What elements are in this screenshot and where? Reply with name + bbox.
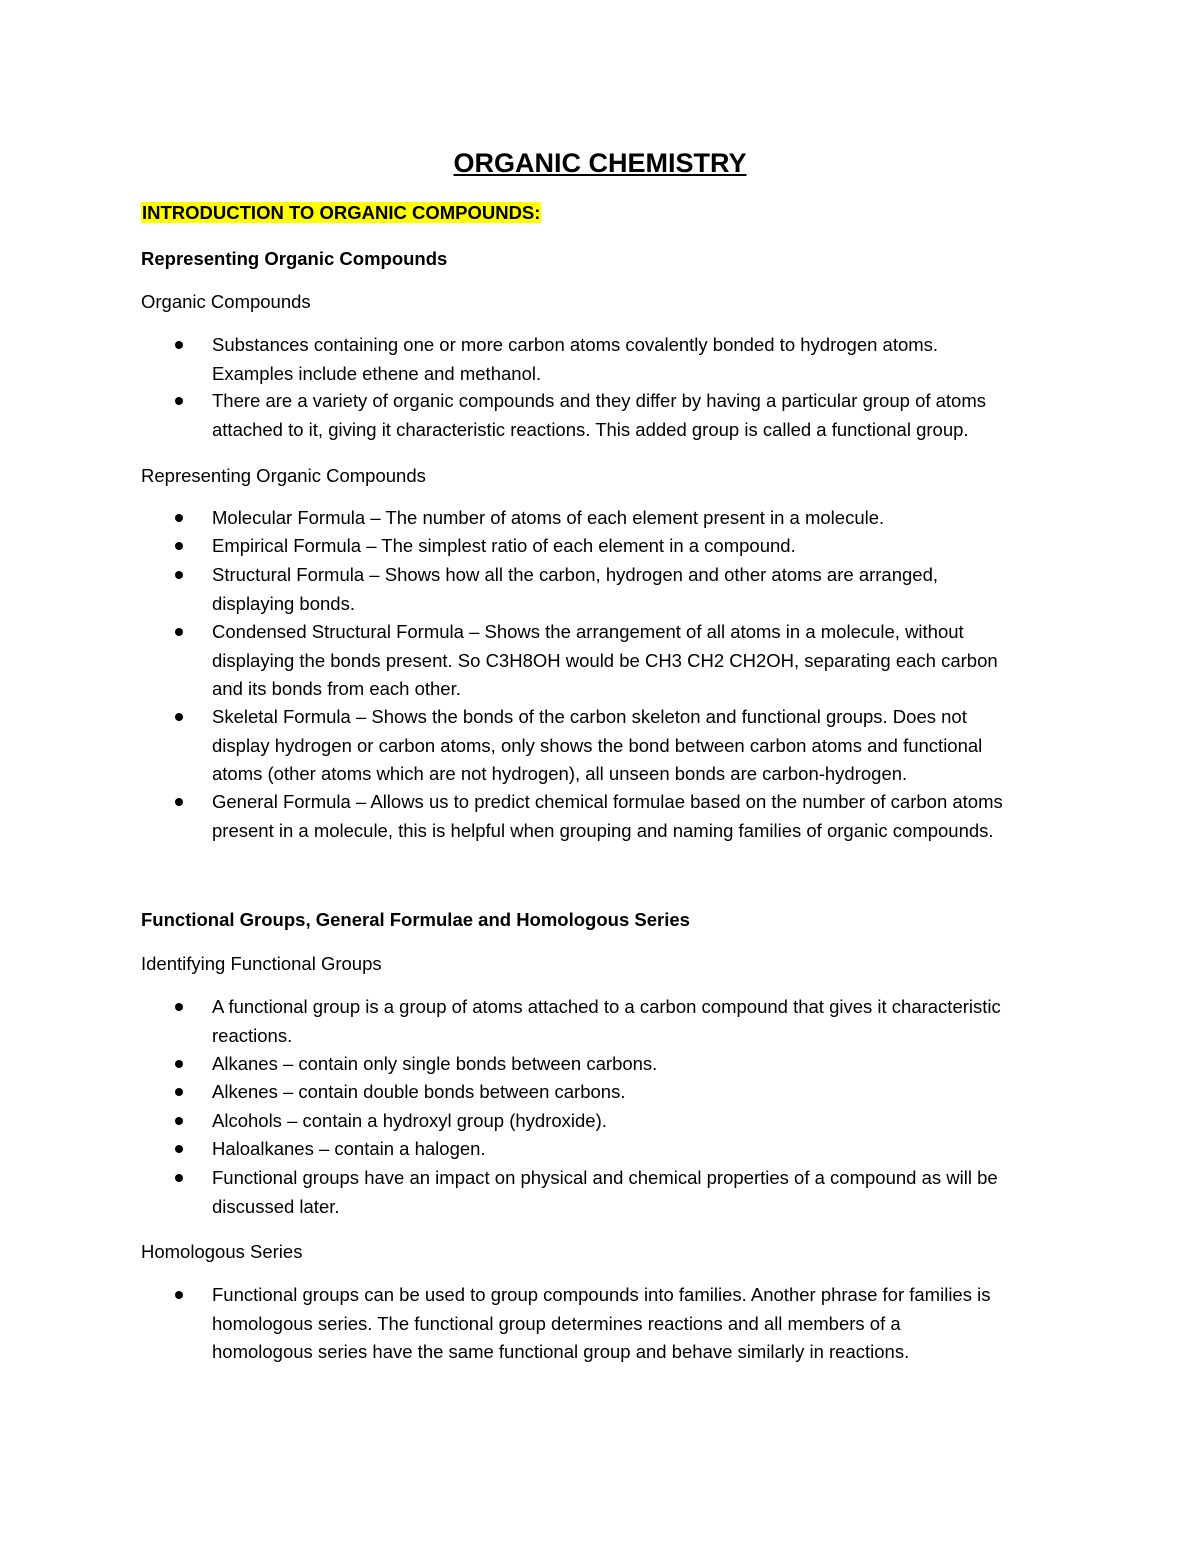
list-item-line: There are a variety of organic compounds and they differ by having a particular group of atoms xyxy=(212,390,987,411)
list-item xyxy=(212,1050,1092,1079)
subsection-heading: Organic Compounds xyxy=(141,291,311,312)
list-item-line: atoms (other atoms which are not hydrogen), all unseen bonds are carbon-hydrogen. xyxy=(212,763,908,784)
subsection-heading: Homologous Series xyxy=(141,1241,303,1262)
list-item xyxy=(212,532,1092,561)
list-item-line: Alcohols – contain a hydroxyl group (hydroxide). xyxy=(212,1110,607,1131)
list-item-line: attached to it, giving it characteristic reactions. This added group is called a functional group. xyxy=(212,418,969,440)
list-item-line: A functional group is a group of atoms attached to a carbon compound that gives it characteristic xyxy=(212,996,1001,1017)
subsection-heading: Identifying Functional Groups xyxy=(141,953,382,974)
list-item-line: Skeletal Formula – Shows the bonds of the carbon skeleton and functional groups. Does not xyxy=(212,706,967,727)
list-item-line: Empirical Formula – The simplest ratio of each element in a compound. xyxy=(212,535,796,556)
bullet-dot xyxy=(175,542,183,550)
list-item xyxy=(212,1281,1092,1367)
list-item-line: Condensed Structural Formula – Shows the arrangement of all atoms in a molecule, without xyxy=(212,621,964,642)
list-item-line: present in a molecule, this is helpful when grouping and naming families of organic compounds. xyxy=(212,819,994,841)
list-item xyxy=(212,1164,1092,1221)
list-item-line: Examples include ethene and methanol. xyxy=(212,362,542,384)
bullet-dot xyxy=(175,1088,183,1096)
list-item-line: Molecular Formula – The number of atoms of each element present in a molecule. xyxy=(212,507,885,528)
bullet-dot xyxy=(175,1174,183,1182)
page-title: ORGANIC CHEMISTRY xyxy=(453,148,747,178)
list-item xyxy=(212,331,1092,388)
list-item-line: Functional groups can be used to group compounds into families. Another phrase for families is xyxy=(212,1284,991,1305)
list-item-line: homologous series have the same functional group and behave similarly in reactions. xyxy=(212,1341,910,1362)
bullet-dot xyxy=(175,798,183,806)
bullet-dot xyxy=(175,713,183,721)
section-heading: Functional Groups, General Formulae and Homologous Series xyxy=(141,909,690,930)
list-item xyxy=(212,387,1092,444)
list-item-line: Substances containing one or more carbon atoms covalently bonded to hydrogen atoms. xyxy=(212,334,939,355)
list-item xyxy=(212,504,1092,533)
list-item xyxy=(212,1078,1092,1107)
list-item-line: reactions. xyxy=(212,1024,293,1046)
bullet-dot xyxy=(175,514,183,522)
bullet-dot xyxy=(175,1291,183,1299)
list-item-line: General Formula – Allows us to predict chemical formulae based on the number of carbon atoms xyxy=(212,791,1003,812)
list-item-line: Functional groups have an impact on physical and chemical properties of a compound as will be xyxy=(212,1167,998,1188)
list-item xyxy=(212,788,1092,845)
list-item xyxy=(212,703,1092,789)
bullet-dot xyxy=(175,341,183,349)
list-item xyxy=(212,1135,1092,1164)
bullet-dot xyxy=(175,1117,183,1125)
section-heading: Representing Organic Compounds xyxy=(141,248,448,269)
list-item-line: Structural Formula – Shows how all the carbon, hydrogen and other atoms are arranged, xyxy=(212,564,939,585)
list-item-line: Alkenes – contain double bonds between carbons. xyxy=(212,1081,626,1102)
list-item xyxy=(212,618,1092,704)
list-item xyxy=(212,561,1092,618)
list-item-line: Alkanes – contain only single bonds between carbons. xyxy=(212,1053,658,1074)
bullet-dot xyxy=(175,1145,183,1153)
bullet-dot xyxy=(175,1060,183,1068)
bullet-dot xyxy=(175,571,183,579)
list-item-line: and its bonds from each other. xyxy=(212,678,461,699)
list-item-line: displaying bonds. xyxy=(212,592,355,614)
list-item-line: discussed later. xyxy=(212,1195,340,1217)
list-item xyxy=(212,993,1092,1050)
bullet-dot xyxy=(175,628,183,636)
list-item-line: display hydrogen or carbon atoms, only shows the bond between carbon atoms and functional xyxy=(212,734,983,756)
list-item-line: Haloalkanes – contain a halogen. xyxy=(212,1138,486,1159)
bullet-dot xyxy=(175,397,183,405)
intro-heading xyxy=(141,201,541,225)
list-item-line: homologous series. The functional group determines reactions and all members of a xyxy=(212,1312,901,1334)
subsection-heading: Representing Organic Compounds xyxy=(141,465,426,486)
list-item xyxy=(212,1107,1092,1136)
list-item-line: displaying the bonds present. So C3H8OH would be CH3 CH2 CH2OH, separating each carbon xyxy=(212,649,998,671)
intro-heading-text: INTRODUCTION TO ORGANIC COMPOUNDS: xyxy=(142,202,541,223)
bullet-dot xyxy=(175,1003,183,1011)
